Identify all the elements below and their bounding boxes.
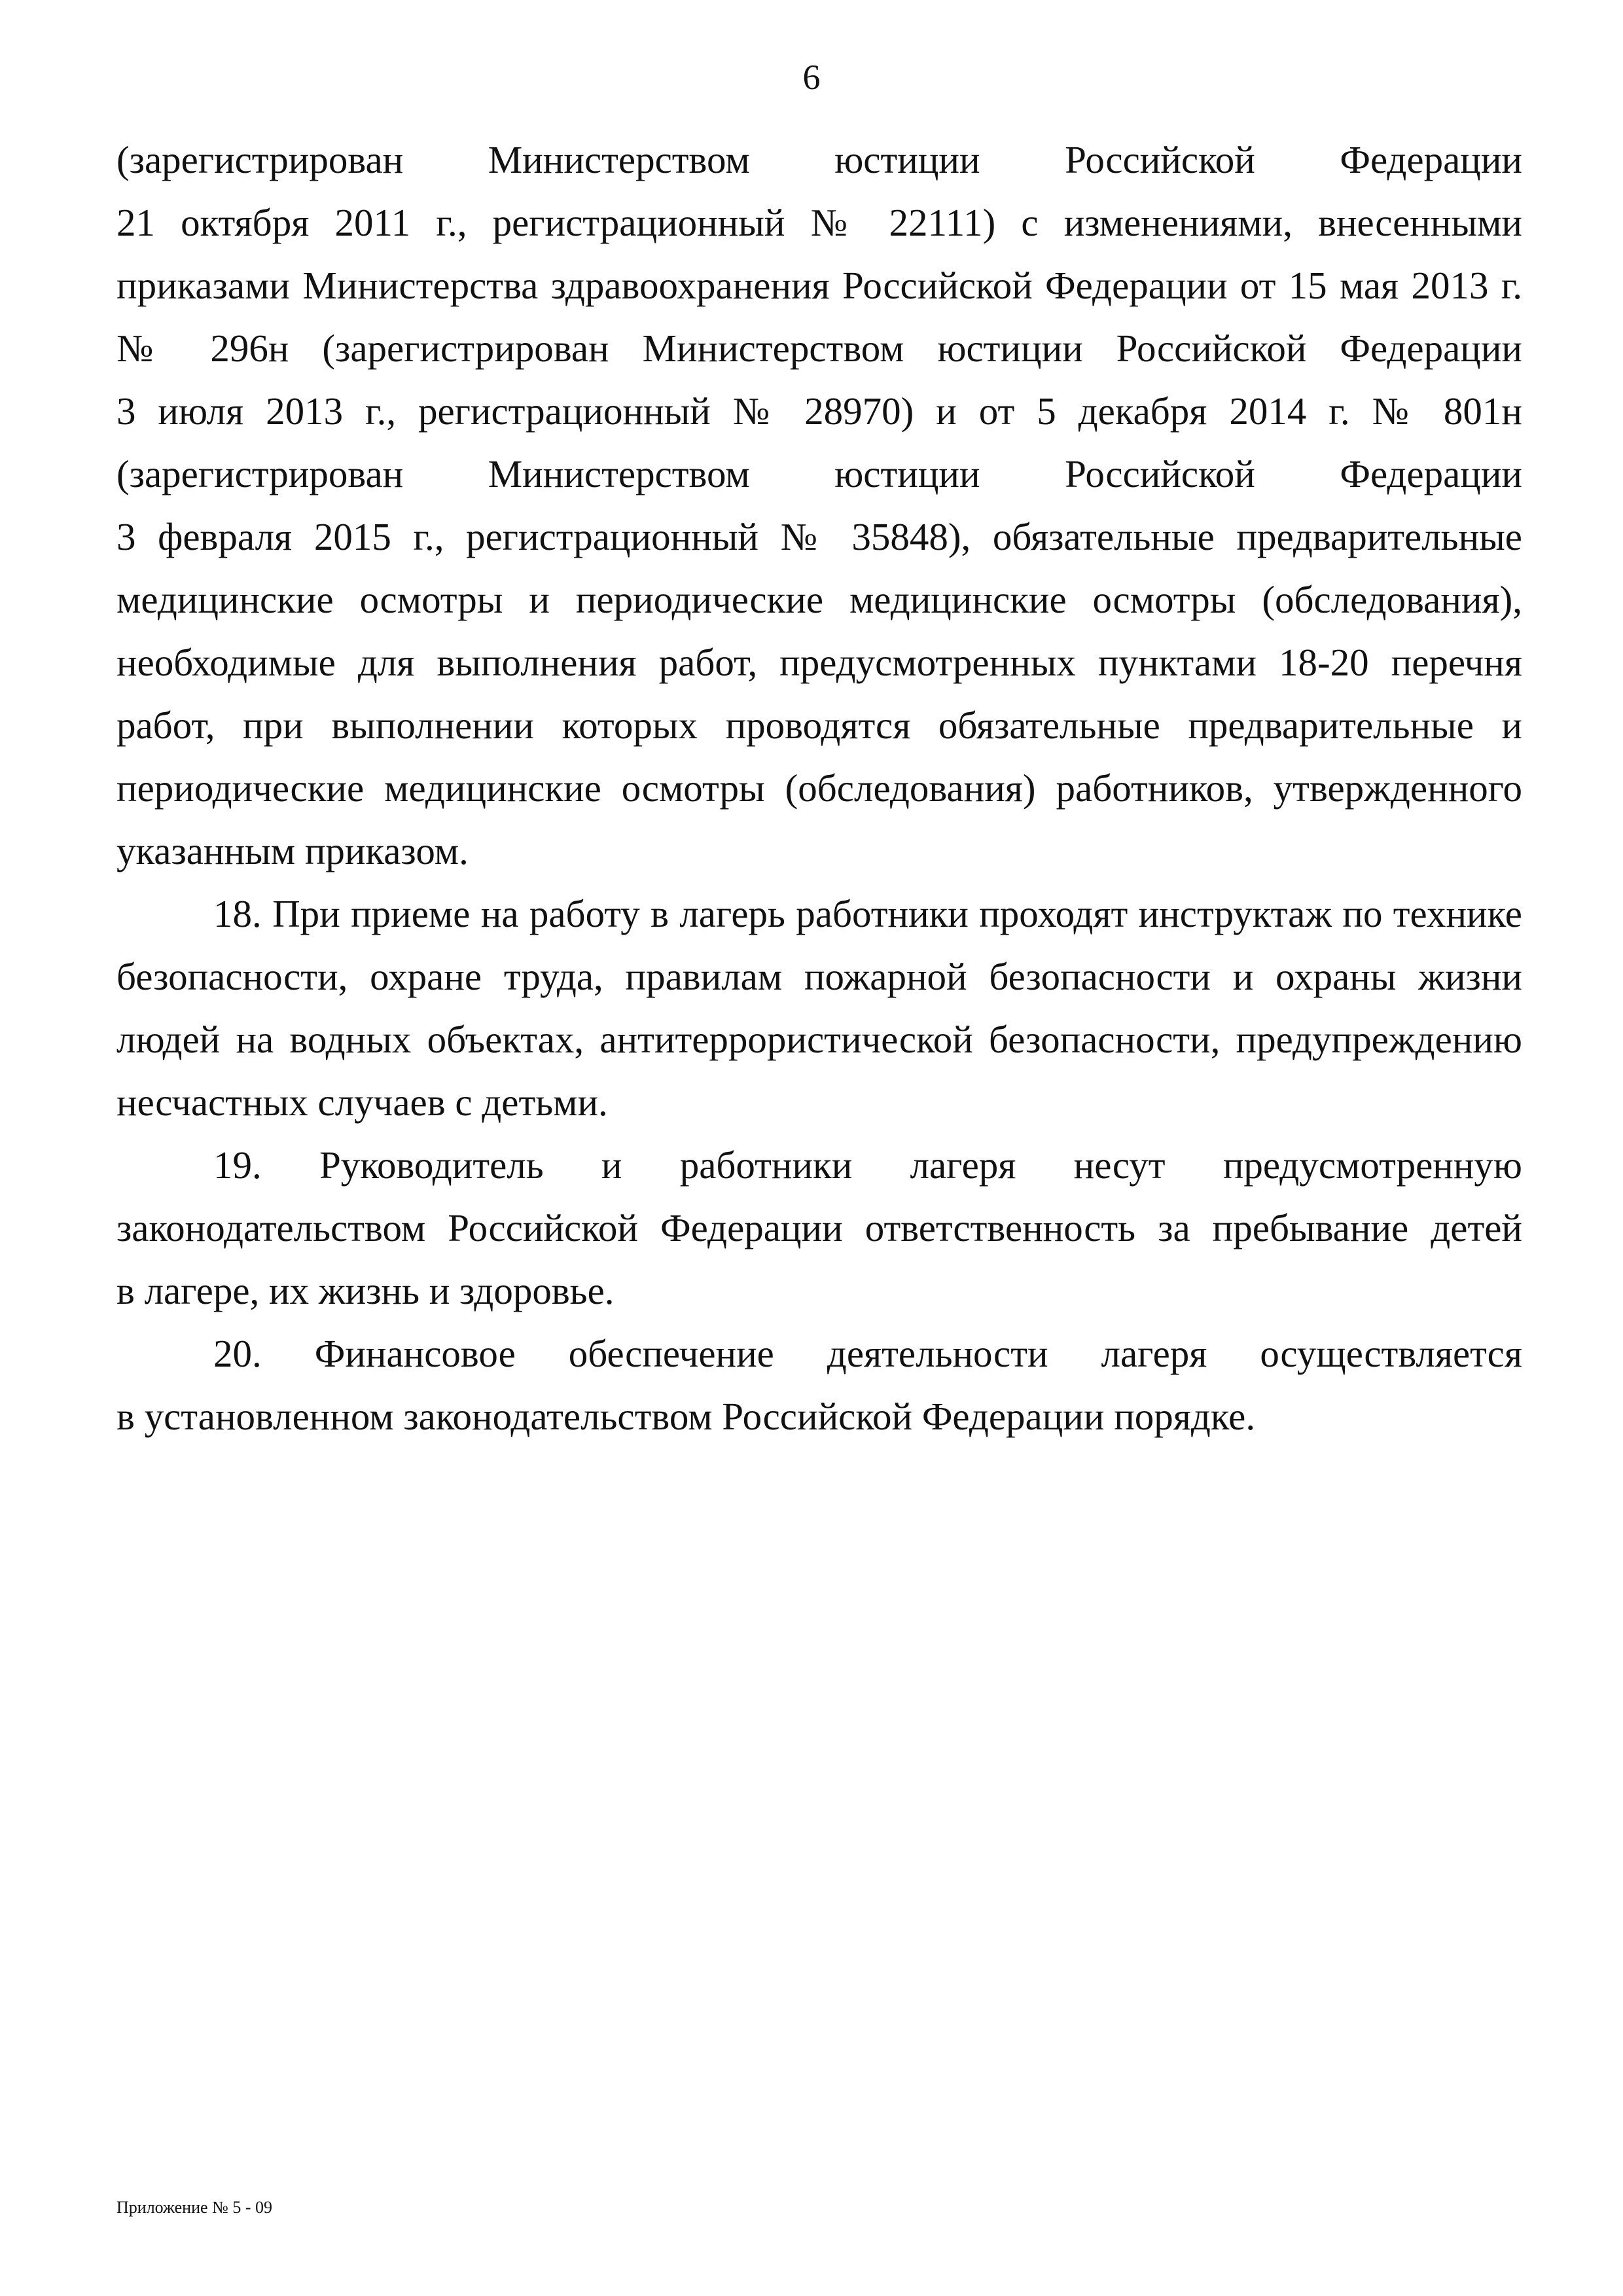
text-line: медицинские осмотры и периодические медицинские осмотры (обследования), [116, 578, 1522, 621]
text-line: периодические медицинские осмотры (обследования) работников, утвержденного [116, 766, 1522, 810]
text-line: 3 февраля 2015 г., регистрационный № 35848), обязательные предварительные [116, 515, 1522, 558]
text-line: приказами Министерства здравоохранения Российской Федерации от 15 мая 2013 г. [116, 264, 1522, 307]
text-line: людей на водных объектах, антитеррористической безопасности, предупреждению [116, 1018, 1522, 1061]
paragraph-20-line: 20. Финансовое обеспечение деятельности лагеря осуществляется [213, 1332, 1522, 1375]
text-line: (зарегистрирован Министерством юстиции Российской Федерации [116, 452, 1522, 495]
text-line: в установленном законодательством Российской Федерации порядке. [116, 1395, 1256, 1438]
document-body [116, 128, 1522, 1448]
text-line: № 296н (зарегистрирован Министерством юстиции Российской Федерации [116, 327, 1522, 370]
text-line: безопасности, охране труда, правилам пожарной безопасности и охраны жизни [116, 955, 1522, 998]
paragraph-18-line: 18. При приеме на работу в лагерь работники проходят инструктаж по технике [213, 892, 1522, 935]
text-line: законодательством Российской Федерации ответственность за пребывание детей [116, 1206, 1522, 1249]
page-number: 6 [802, 58, 821, 97]
text-line: указанным приказом. [116, 829, 469, 872]
footer-note: Приложение № 5 - 09 [116, 2198, 273, 2217]
text-line: в лагере, их жизнь и здоровье. [116, 1269, 615, 1312]
text-line: (зарегистрирован Министерством юстиции Российской Федерации [116, 138, 1522, 181]
text-line: 21 октября 2011 г., регистрационный № 22111) с изменениями, внесенными [116, 201, 1522, 244]
paragraph-19-line: 19. Руководитель и работники лагеря несут предусмотренную [213, 1143, 1522, 1187]
text-line: работ, при выполнении которых проводятся обязательные предварительные и [116, 704, 1522, 747]
text-line: 3 июля 2013 г., регистрационный № 28970) и от 5 декабря 2014 г. № 801н [116, 389, 1522, 433]
text-line: необходимые для выполнения работ, предусмотренных пунктами 18-20 перечня [116, 641, 1522, 684]
text-line: несчастных случаев с детьми. [116, 1081, 608, 1124]
